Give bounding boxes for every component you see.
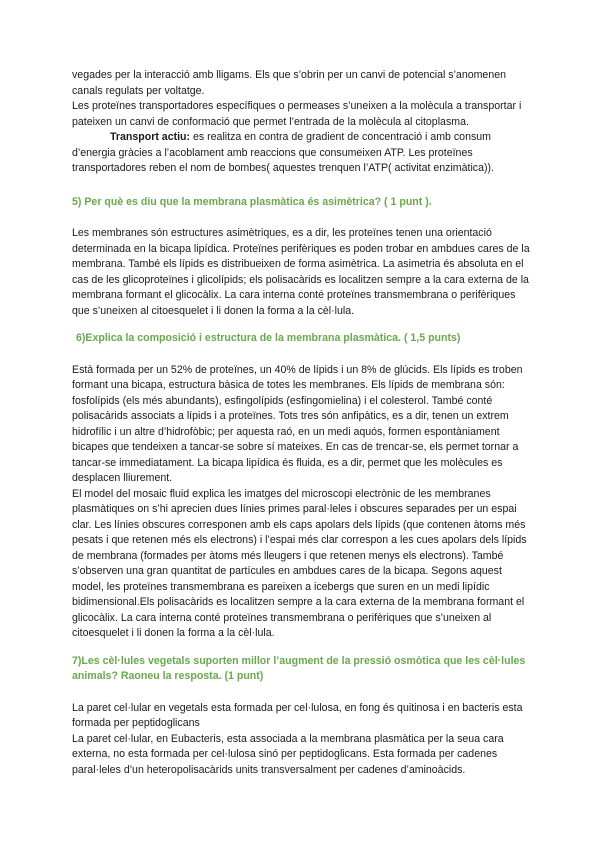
transport-actiu-text: es realitza en contra de gradient de concentració i amb consum d’energia gràcies a l’acoblament amb reaccions que consumeixen ATP. Les proteïnes transportadores reben el nom de bombes( aquestes trenquen l’ATP( activitat enzimàtica)).	[72, 131, 494, 174]
question-5-heading: 5) Per què es diu que la membrana plasmàtica és asimètrica? ( 1 punt ).	[72, 195, 432, 208]
document-body	[72, 68, 534, 778]
paragraph-permeases: Les proteïnes transportadores específiques o permeases s’uneixen a la molècula a transportar i pateixen un canvi de conformació que permet l’entrada de la molècula al citoplasma.	[72, 100, 522, 128]
question-7-answer-1: La paret cel·lular en vegetals esta formada per cel·lulosa, en fong és quitinosa i en bacteris esta formada per peptidoglicans	[72, 701, 523, 729]
question-5-answer: Les membranes són estructures asimètriques, es a dir, les proteïnes tenen una orientació determinada en la bicapa lipídica. Proteïnes perifèriques es poden trobar en ambdues cares de la membrana. També els lípids es distribueixen de forma asimètrica. La asimetria és absoluta en el cas de les glicoproteïnes i glicolípids; els polisacàrids es localitzen sempre a la cara externa de la membrana formant el glicocàlix. La cara interna conté proteïnes transmembrana o perifèriques que s’uneixen al citoesquelet i li donen la forma a la cèl·lula.	[72, 227, 530, 317]
question-6-answer-1: Està formada per un 52% de proteïnes, un 40% de lípids i un 8% de glúcids. Els lípids es troben formant una bicapa, estructura bàsica de totes les membranes. Els lípids de membrana són: fosfolípids (els més abundants), esfingolípids (esfingomielina) i el colesterol. També conté polisacàrids associats a lípids i a proteïnes. Tots tres són anfipàtics, es a dir, tenen un extrem hidrofílic i un altre d’hidrofòbic; per aquesta raó, en un medi aquós, formen espontàniament bicapes que tendeixen a tancar-se sobre sí mateixes. En cas de trencar-se, els permet tornar a tancar-se immediatament. La bicapa lipídica és fluida, es a dir, permet que les molècules es desplacen lliurement.	[72, 363, 523, 484]
question-6-heading: 6)Explica la composició i estructura de la membrana plasmàtica. ( 1,5 punts)	[76, 332, 461, 344]
transport-actiu-label: Transport actiu:	[110, 131, 191, 143]
paragraph-canals: vegades per la interacció amb lligams. Els que s’obrin per un canvi de potencial s’anomenen canals regulats per voltatge.	[72, 69, 507, 97]
question-7-heading: 7)Les cèl·lules vegetals suporten millor l’augment de la pressió osmòtica que les cèl·lules animals? Raoneu la resposta. (1 punt)	[72, 654, 526, 682]
paragraph-transport-actiu	[72, 130, 534, 177]
question-6-answer-2: El model del mosaic fluid explica les imatges del microscopi electrònic de les membranes plasmàtiques on s’hi aprecien dues línies primes paral·leles i obscures separades per un espai clar. Les línies obscures corresponen amb els caps apolars dels lípids (que contenen àtoms més pesats i que retenen més els electrons) i l’espai més clar correspon a les cues apolars dels lípids de membrana (formades per àtoms més lleugers i que retenen menys els electrons). També s’observen una gran quantitat de partícules en ambdues cares de la bicapa. Segons aquest model, les proteïnes transmembrana es pareixen a icebergs que suren en un medi lipídic bidimensional.Els polisacàrids es localitzen sempre a la cara externa de la membrana formant el glicocàlix. La cara interna conté proteïnes transmembrana o perifèriques que s’uneixen al citoesquelet i li donen la forma a la cèl·lula.	[72, 487, 527, 639]
question-7-answer-2: La paret cel·lular, en Eubacteris, esta associada a la membrana plasmàtica per la seua cara externa, no esta formada per cel·lulosa sinó per peptidoglicans. Esta formada per cadenes paral·leles d’un heteropolisacàrids units transversalment per cadenes d’aminoàcids.	[72, 732, 504, 776]
